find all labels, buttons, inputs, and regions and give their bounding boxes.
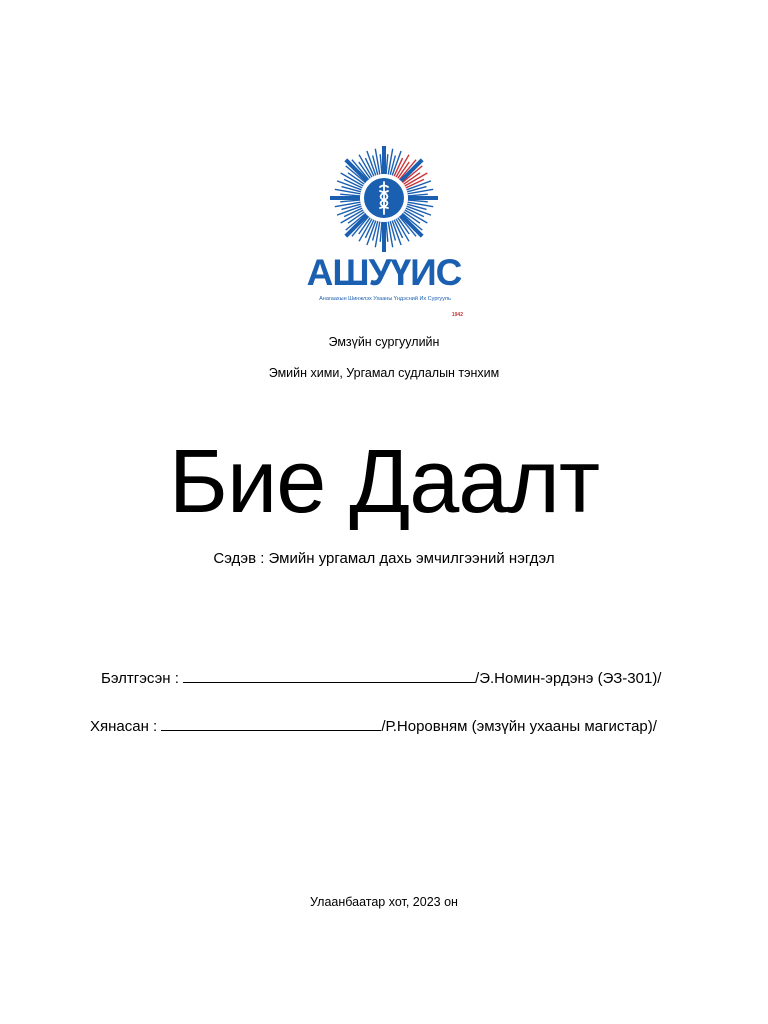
logo-ray bbox=[340, 194, 360, 196]
reviewed-label: Хянасан : bbox=[90, 718, 162, 735]
place-and-year: Улаанбаатар хот, 2023 он bbox=[310, 895, 458, 909]
logo-sunburst-emblem bbox=[303, 146, 465, 252]
logo-ray bbox=[380, 154, 382, 174]
university-logo bbox=[303, 146, 465, 326]
logo-subtitle: Анагаахын Шинжлэх Ухааны Үндэсний Их Сургууль bbox=[319, 296, 451, 302]
reviewed-by-name: /Р.Норовням (эмзүйн ухааны магистар)/ bbox=[381, 718, 657, 735]
logo-ray bbox=[386, 222, 388, 242]
prepared-label: Бэлтгэсэн : bbox=[101, 670, 184, 687]
prepared-by-name: /Э.Номин-эрдэнэ (ЭЗ-301)/ bbox=[475, 670, 662, 687]
logo-ray bbox=[408, 194, 428, 196]
prepared-signature-line bbox=[183, 667, 475, 683]
page-title: Бие Даалт bbox=[168, 432, 600, 532]
logo-ray bbox=[386, 154, 388, 174]
logo-wordmark: АШУҮИС bbox=[306, 252, 462, 293]
logo-year: 1942 bbox=[451, 312, 463, 318]
topic-line: Сэдэв : Эмийн ургамал дахь эмчилгээний нэгдэл bbox=[213, 550, 555, 567]
reviewed-by-row bbox=[90, 715, 657, 737]
prepared-by-row bbox=[101, 667, 661, 689]
reviewed-signature-line bbox=[161, 715, 381, 731]
school-name: Эмзүйн сургуулийн bbox=[328, 335, 440, 349]
logo-ray bbox=[380, 222, 382, 242]
department-name: Эмийн хими, Ургамал судлалын тэнхим bbox=[268, 366, 500, 380]
logo-ray bbox=[340, 200, 360, 202]
logo-ray bbox=[408, 200, 428, 202]
